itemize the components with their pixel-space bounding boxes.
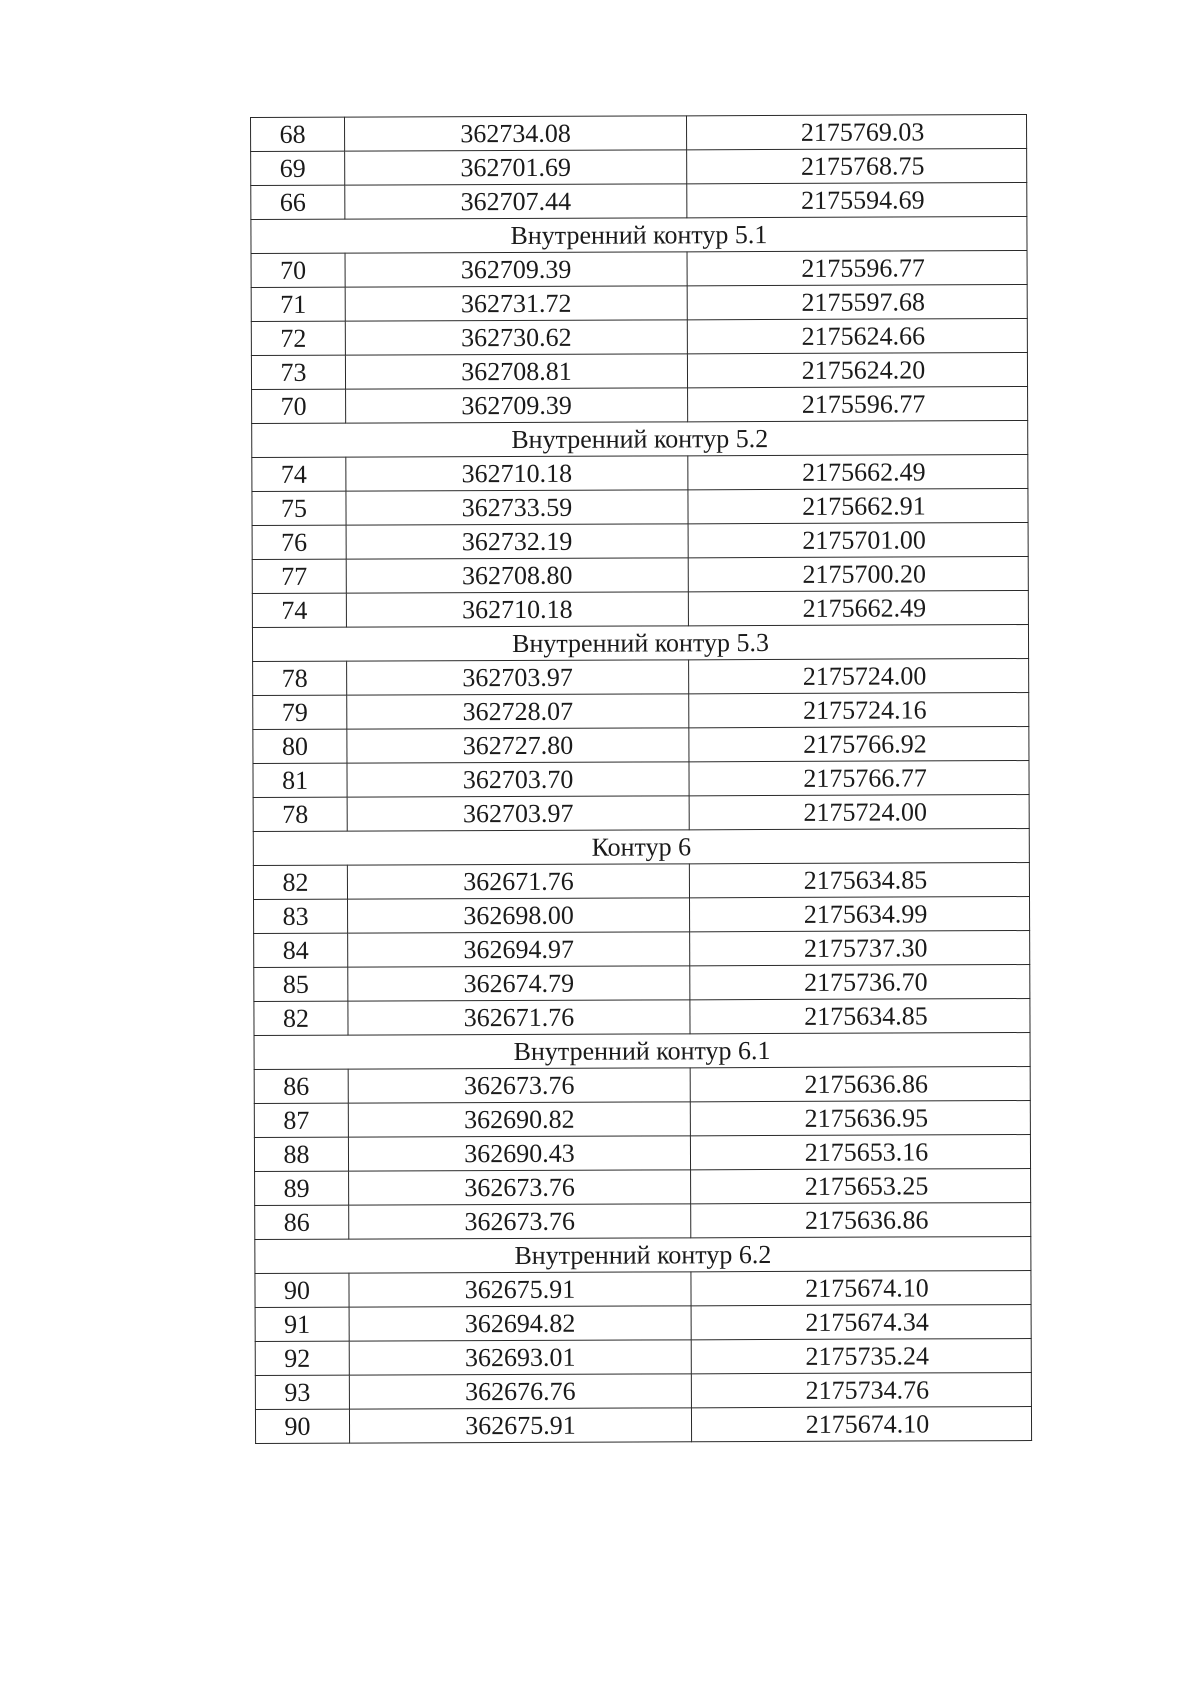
y-coordinate-cell: 2175662.91 — [688, 489, 1028, 524]
point-number-cell: 80 — [253, 729, 347, 763]
y-coordinate-cell: 2175724.00 — [689, 659, 1029, 694]
point-row — [252, 557, 1028, 594]
point-number-cell: 74 — [252, 457, 346, 491]
point-number-cell: 90 — [255, 1273, 349, 1307]
y-coordinate-cell: 2175700.20 — [688, 557, 1028, 592]
point-row — [251, 251, 1027, 288]
x-coordinate-cell: 362673.76 — [348, 1068, 690, 1103]
point-number-cell: 83 — [254, 899, 348, 933]
point-number-cell: 93 — [255, 1375, 349, 1409]
section-header-row — [252, 421, 1028, 458]
point-row — [255, 1271, 1031, 1308]
point-number-cell: 78 — [253, 661, 347, 695]
y-coordinate-cell: 2175769.03 — [686, 115, 1026, 150]
point-number-cell: 82 — [254, 1001, 348, 1035]
y-coordinate-cell: 2175653.16 — [690, 1135, 1030, 1170]
point-number-cell: 92 — [255, 1341, 349, 1375]
x-coordinate-cell: 362710.18 — [346, 592, 688, 627]
point-number-cell: 86 — [254, 1069, 348, 1103]
section-title: Внутренний контур 6.2 — [255, 1237, 1031, 1274]
x-coordinate-cell: 362727.80 — [347, 728, 689, 763]
point-number-cell: 70 — [251, 253, 345, 287]
y-coordinate-cell: 2175662.49 — [688, 591, 1028, 626]
point-number-cell: 89 — [255, 1171, 349, 1205]
point-number-cell: 76 — [252, 525, 346, 559]
x-coordinate-cell: 362676.76 — [349, 1374, 691, 1409]
point-number-cell: 84 — [254, 933, 348, 967]
point-row — [255, 1169, 1031, 1206]
y-coordinate-cell: 2175724.00 — [689, 795, 1029, 830]
x-coordinate-cell: 362708.81 — [345, 354, 687, 389]
x-coordinate-cell: 362671.76 — [348, 1000, 690, 1035]
y-coordinate-cell: 2175597.68 — [687, 285, 1027, 320]
point-row — [253, 693, 1029, 730]
y-coordinate-cell: 2175674.10 — [691, 1407, 1031, 1442]
y-coordinate-cell: 2175768.75 — [687, 149, 1027, 184]
point-number-cell: 73 — [251, 355, 345, 389]
y-coordinate-cell: 2175736.70 — [690, 965, 1030, 1000]
point-number-cell: 82 — [253, 865, 347, 899]
x-coordinate-cell: 362673.76 — [349, 1170, 691, 1205]
y-coordinate-cell: 2175701.00 — [688, 523, 1028, 558]
point-row — [253, 659, 1029, 696]
x-coordinate-cell: 362734.08 — [345, 116, 687, 151]
section-header-row — [251, 217, 1027, 254]
point-row — [251, 149, 1027, 186]
point-number-cell: 91 — [255, 1307, 349, 1341]
x-coordinate-cell: 362694.97 — [348, 932, 690, 967]
y-coordinate-cell: 2175624.66 — [687, 319, 1027, 354]
point-number-cell: 81 — [253, 763, 347, 797]
section-header-row — [253, 829, 1029, 866]
point-row — [255, 1339, 1031, 1376]
point-number-cell: 86 — [255, 1205, 349, 1239]
point-row — [252, 523, 1028, 560]
x-coordinate-cell: 362701.69 — [345, 150, 687, 185]
x-coordinate-cell: 362671.76 — [347, 864, 689, 899]
y-coordinate-cell: 2175674.34 — [691, 1305, 1031, 1340]
x-coordinate-cell: 362690.43 — [348, 1136, 690, 1171]
point-number-cell: 68 — [251, 117, 345, 151]
y-coordinate-cell: 2175735.24 — [691, 1339, 1031, 1374]
x-coordinate-cell: 362731.72 — [345, 286, 687, 321]
point-number-cell: 72 — [251, 321, 345, 355]
x-coordinate-cell: 362690.82 — [348, 1102, 690, 1137]
point-number-cell: 77 — [252, 559, 346, 593]
y-coordinate-cell: 2175636.95 — [690, 1101, 1030, 1136]
y-coordinate-cell: 2175653.25 — [691, 1169, 1031, 1204]
x-coordinate-cell: 362733.59 — [346, 490, 688, 525]
x-coordinate-cell: 362708.80 — [346, 558, 688, 593]
point-row — [252, 591, 1028, 628]
y-coordinate-cell: 2175634.99 — [690, 897, 1030, 932]
point-number-cell: 71 — [251, 287, 345, 321]
point-row — [254, 897, 1030, 934]
y-coordinate-cell: 2175724.16 — [689, 693, 1029, 728]
point-row — [253, 863, 1029, 900]
x-coordinate-cell: 362703.97 — [347, 796, 689, 831]
x-coordinate-cell: 362709.39 — [345, 252, 687, 287]
section-header-row — [254, 1033, 1030, 1070]
x-coordinate-cell: 362730.62 — [345, 320, 687, 355]
point-row — [254, 931, 1030, 968]
point-number-cell: 79 — [253, 695, 347, 729]
x-coordinate-cell: 362675.91 — [349, 1408, 691, 1443]
x-coordinate-cell: 362694.82 — [349, 1306, 691, 1341]
point-number-cell: 69 — [251, 151, 345, 185]
x-coordinate-cell: 362707.44 — [345, 184, 687, 219]
section-title: Внутренний контур 5.2 — [252, 421, 1028, 458]
point-row — [251, 115, 1027, 152]
y-coordinate-cell: 2175674.10 — [691, 1271, 1031, 1306]
point-row — [251, 353, 1027, 390]
y-coordinate-cell: 2175636.86 — [690, 1067, 1030, 1102]
point-row — [252, 455, 1028, 492]
x-coordinate-cell: 362703.97 — [347, 660, 689, 695]
point-number-cell: 78 — [253, 797, 347, 831]
x-coordinate-cell: 362693.01 — [349, 1340, 691, 1375]
x-coordinate-cell: 362674.79 — [348, 966, 690, 1001]
point-row — [252, 387, 1028, 424]
point-row — [254, 1067, 1030, 1104]
section-header-row — [252, 625, 1028, 662]
y-coordinate-cell: 2175624.20 — [687, 353, 1027, 388]
x-coordinate-cell: 362703.70 — [347, 762, 689, 797]
x-coordinate-cell: 362675.91 — [349, 1272, 691, 1307]
x-coordinate-cell: 362673.76 — [349, 1204, 691, 1239]
point-row — [253, 727, 1029, 764]
y-coordinate-cell: 2175766.77 — [689, 761, 1029, 796]
point-row — [253, 761, 1029, 798]
point-number-cell: 90 — [255, 1409, 349, 1443]
point-row — [251, 285, 1027, 322]
x-coordinate-cell: 362732.19 — [346, 524, 688, 559]
point-number-cell: 88 — [254, 1137, 348, 1171]
coordinates-table — [250, 114, 1032, 1444]
point-number-cell: 66 — [251, 185, 345, 219]
point-row — [254, 1135, 1030, 1172]
point-row — [255, 1305, 1031, 1342]
point-row — [255, 1373, 1031, 1410]
point-row — [253, 795, 1029, 832]
y-coordinate-cell: 2175596.77 — [688, 387, 1028, 422]
y-coordinate-cell: 2175662.49 — [688, 455, 1028, 490]
y-coordinate-cell: 2175596.77 — [687, 251, 1027, 286]
section-title: Внутренний контур 6.1 — [254, 1033, 1030, 1070]
point-number-cell: 87 — [254, 1103, 348, 1137]
point-row — [254, 965, 1030, 1002]
point-row — [252, 489, 1028, 526]
point-row — [254, 1101, 1030, 1138]
section-header-row — [255, 1237, 1031, 1274]
y-coordinate-cell: 2175634.85 — [689, 863, 1029, 898]
y-coordinate-cell: 2175766.92 — [689, 727, 1029, 762]
x-coordinate-cell: 362728.07 — [347, 694, 689, 729]
y-coordinate-cell: 2175634.85 — [690, 999, 1030, 1034]
point-row — [255, 1407, 1031, 1444]
section-title: Внутренний контур 5.3 — [252, 625, 1028, 662]
coordinates-table-body — [251, 115, 1032, 1444]
point-number-cell: 70 — [252, 389, 346, 423]
point-row — [255, 1203, 1031, 1240]
x-coordinate-cell: 362698.00 — [348, 898, 690, 933]
x-coordinate-cell: 362709.39 — [346, 388, 688, 423]
point-row — [251, 319, 1027, 356]
y-coordinate-cell: 2175734.76 — [691, 1373, 1031, 1408]
x-coordinate-cell: 362710.18 — [346, 456, 688, 491]
point-number-cell: 74 — [252, 593, 346, 627]
point-row — [251, 183, 1027, 220]
y-coordinate-cell: 2175737.30 — [690, 931, 1030, 966]
point-row — [254, 999, 1030, 1036]
section-title: Контур 6 — [253, 829, 1029, 866]
point-number-cell: 75 — [252, 491, 346, 525]
section-title: Внутренний контур 5.1 — [251, 217, 1027, 254]
y-coordinate-cell: 2175594.69 — [687, 183, 1027, 218]
y-coordinate-cell: 2175636.86 — [691, 1203, 1031, 1238]
point-number-cell: 85 — [254, 967, 348, 1001]
